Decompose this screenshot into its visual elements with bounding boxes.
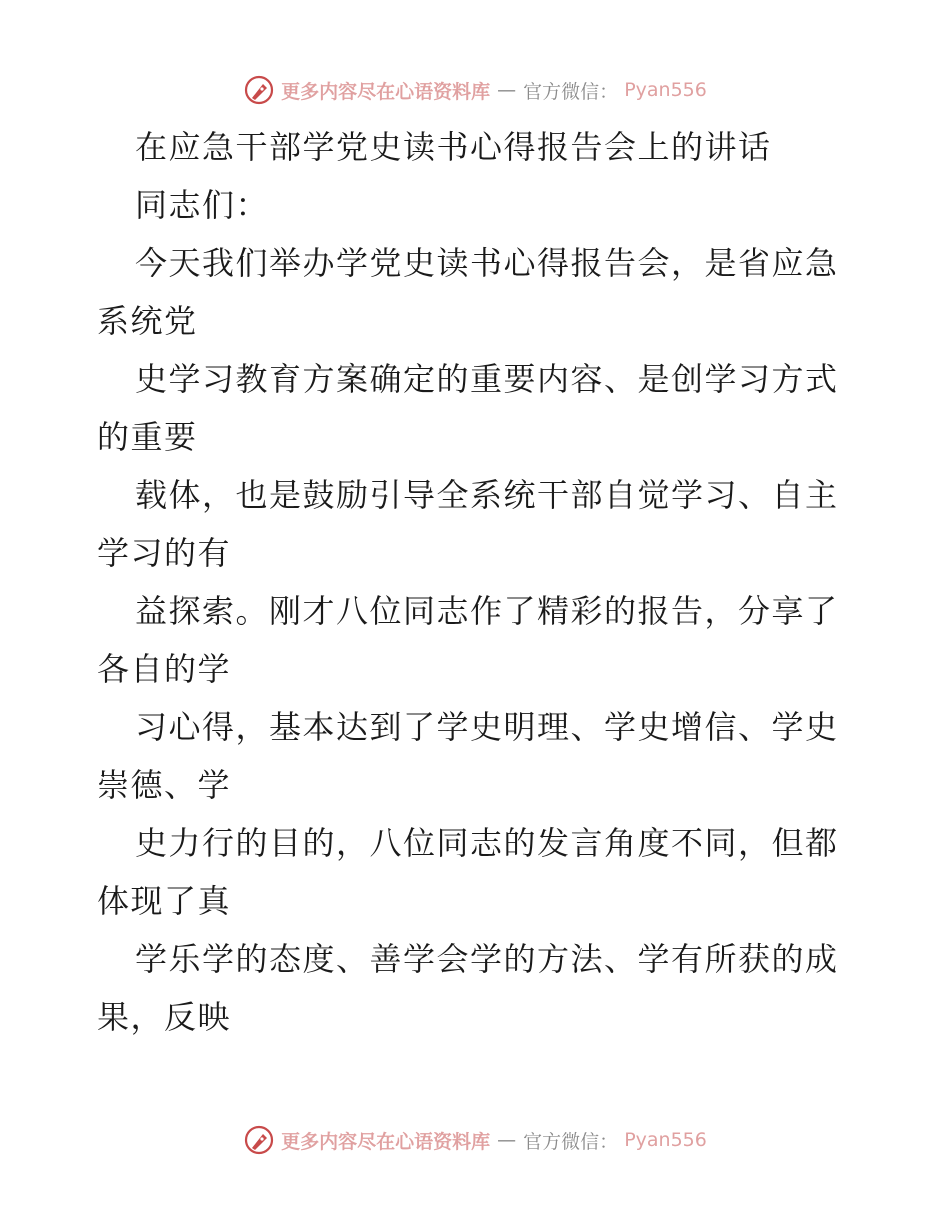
text-line: 崇德、学 <box>97 766 232 804</box>
pen-nib-circle-icon <box>243 1124 275 1156</box>
text-line: 史力行的目的，八位同志的发言角度不同，但都 <box>135 824 839 862</box>
watermark-text: 更多内容尽在心语资料库 <box>281 1130 491 1153</box>
watermark-dash: — <box>497 1129 517 1151</box>
text-line: 的重要 <box>97 418 198 456</box>
text-line: 史学习教育方案确定的重要内容、是创学习方式 <box>135 360 839 398</box>
text-line: 今天我们举办学党史读书心得报告会，是省应急 <box>135 244 839 282</box>
watermark-wechat-id: Pyan556 <box>624 1129 707 1151</box>
pen-nib-circle-icon <box>243 74 275 106</box>
watermark-dash: — <box>497 79 517 101</box>
document-body <box>97 118 857 1046</box>
text-line: 各自的学 <box>97 650 232 688</box>
text-line: 果，反映 <box>97 998 232 1036</box>
salutation: 同志们： <box>135 186 270 224</box>
text-line: 习心得，基本达到了学史明理、学史增信、学史 <box>135 708 839 746</box>
text-line: 学习的有 <box>97 534 232 572</box>
text-line: 系统党 <box>97 302 198 340</box>
text-line: 载体，也是鼓励引导全系统干部自觉学习、自主 <box>135 476 839 514</box>
text-line: 体现了真 <box>97 882 232 920</box>
watermark-footer <box>0 1120 950 1160</box>
watermark-text: 更多内容尽在心语资料库 <box>281 80 491 103</box>
text-line: 益探索。刚才八位同志作了精彩的报告，分享了 <box>135 592 839 630</box>
watermark-header <box>0 70 950 110</box>
document-title: 在应急干部学党史读书心得报告会上的讲话 <box>135 128 772 166</box>
watermark-label: 官方微信： <box>523 80 619 103</box>
text-line: 学乐学的态度、善学会学的方法、学有所获的成 <box>135 940 839 978</box>
watermark-wechat-id: Pyan556 <box>624 79 707 101</box>
watermark-label: 官方微信： <box>523 1130 619 1153</box>
